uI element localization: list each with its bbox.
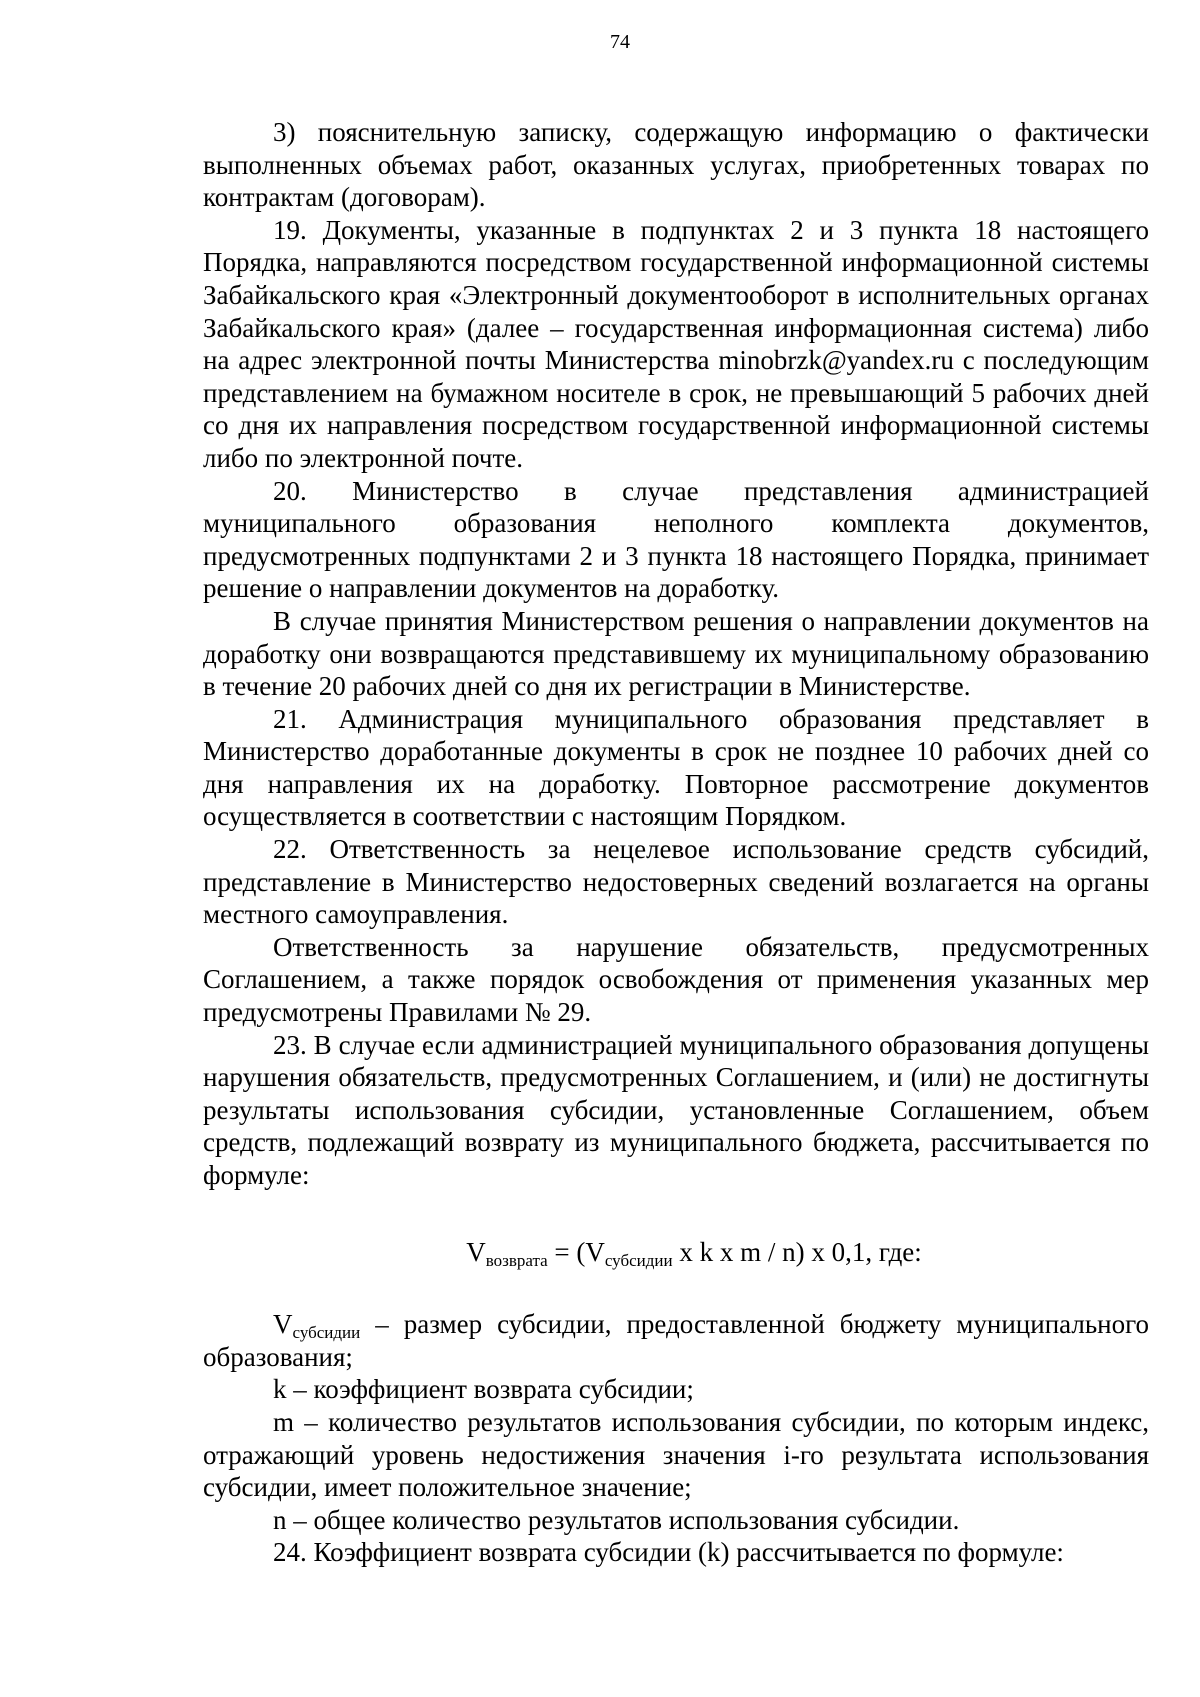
formula-tail: x k x m / n) x 0,1, где: xyxy=(672,1236,922,1267)
paragraph-21: 21. Администрация муниципального образования представляет в Министерство доработанные документы в срок не позднее 10 рабочих дней со дня направления их на доработку. Повторное рассмотрение документов осуществляется в соответствии с настоящим Порядком. xyxy=(203,703,1149,832)
paragraph-item-3: 3) пояснительную записку, содержащую информацию о фактически выполненных объемах работ, оказанных услугах, приобретенных товарах по контрактам (договорам). xyxy=(203,117,1149,213)
definition-n: n – общее количество результатов использования субсидии. xyxy=(273,1504,960,1535)
page-number: 74 xyxy=(610,31,630,53)
definition-v-text: – размер субсидии, предоставленной бюджету муниципального образования; xyxy=(203,1309,1149,1372)
formula-subscript-return: возврата xyxy=(485,1250,548,1270)
definition-v-symbol: V xyxy=(273,1309,293,1340)
paragraph-23: 23. В случае если администрацией муниципального образования допущены нарушения обязательств, предусмотренных Соглашением, и (или) не достигнуты результаты использования субсидии, установленные Соглашением, объем средств, подлежащий возврату из муниципального бюджета, рассчитывается по формуле: xyxy=(203,1029,1149,1190)
definition-k: k – коэффициент возврата субсидии; xyxy=(273,1374,694,1405)
formula-v-symbol: V xyxy=(466,1236,486,1267)
paragraph-22: 22. Ответственность за нецелевое использование средств субсидий, представление в Министерство недостоверных сведений возлагается на органы местного самоуправления. xyxy=(203,834,1149,930)
paragraph-19: 19. Документы, указанные в подпунктах 2 и 3 пункта 18 настоящего Порядка, направляются посредством государственной информационной системы Забайкальского края «Электронный документооборот в исполнительных органах Забайкальского края» (далее – государственная информационная система) либо на адрес электронной почты Министерства minobrzk@yandex.ru с последующим представлением на бумажном носителе в срок, не превышающий 5 рабочих дней со дня их направления посредством государственной информационной системы либо по электронной почте. xyxy=(203,214,1149,473)
paragraph-20: 20. Министерство в случае представления администрацией муниципального образования неполного комплекта документов, предусмотренных подпунктами 2 и 3 пункта 18 настоящего Порядка, принимает решение о направлении документов на доработку. xyxy=(203,475,1149,604)
definition-v-subsidy xyxy=(203,1308,1149,1373)
paragraph-22-continuation: Ответственность за нарушение обязательств, предусмотренных Соглашением, а также порядок освобождения от применения указанных мер предусмотрены Правилами № 29. xyxy=(203,931,1149,1028)
return-volume-formula xyxy=(203,1236,1149,1269)
paragraph-24: 24. Коэффициент возврата субсидии (k) рассчитывается по формуле: xyxy=(273,1537,1064,1568)
formula-middle: = (V xyxy=(547,1236,605,1267)
formula-subscript-subsidy: субсидии xyxy=(604,1250,673,1270)
document-body xyxy=(203,116,1149,1569)
definition-v-subscript: субсидии xyxy=(292,1323,361,1343)
definition-m: m – количество результатов использования субсидии, по которым индекс, отражающий уровень недостижения значения i-го результата использования субсидии, имеет положительное значение; xyxy=(203,1406,1149,1503)
paragraph-20-continuation: В случае принятия Министерством решения о направлении документов на доработку они возвращаются представившему их муниципальному образованию в течение 20 рабочих дней со дня их регистрации в Министерстве. xyxy=(203,605,1149,702)
